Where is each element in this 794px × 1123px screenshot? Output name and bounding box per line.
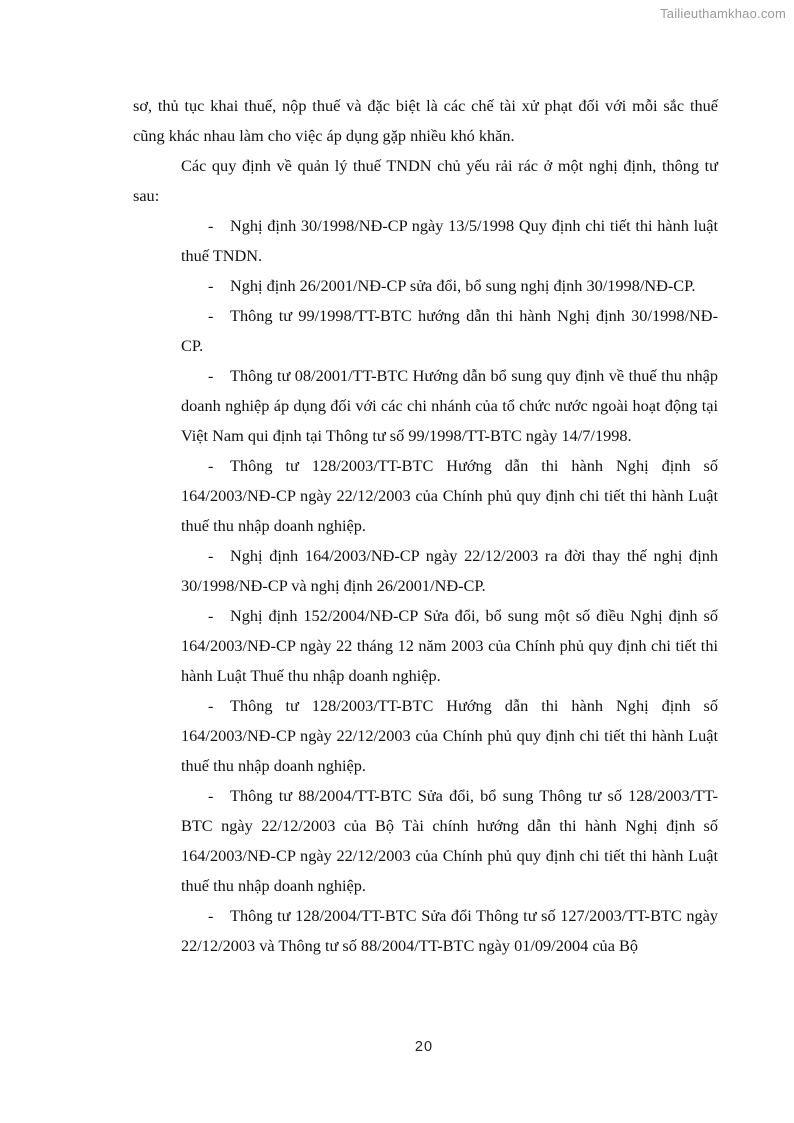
list-item bbox=[181, 361, 718, 451]
bullet-dash: - bbox=[208, 786, 214, 805]
list-item-text: Nghị định 26/2001/NĐ-CP sửa đổi, bổ sung nghị định 30/1998/NĐ-CP. bbox=[230, 276, 696, 295]
lead-paragraph: Các quy định về quản lý thuế TNDN chủ yếu rải rác ở một nghị định, thông tư sau: bbox=[133, 156, 718, 205]
bullet-dash: - bbox=[208, 546, 214, 565]
document-body bbox=[133, 91, 718, 961]
bullet-dash: - bbox=[208, 216, 214, 235]
list-item bbox=[181, 601, 718, 691]
bullet-dash: - bbox=[208, 306, 214, 325]
list-item-text: Thông tư 99/1998/TT-BTC hướng dẫn thi hành Nghị định 30/1998/NĐ-CP. bbox=[181, 306, 718, 355]
list-item bbox=[181, 271, 718, 301]
page-number: 20 bbox=[414, 1039, 434, 1055]
list-item bbox=[181, 451, 718, 541]
watermark-text: Tailieuthamkhao.com bbox=[660, 6, 786, 21]
list-item-text: Thông tư 128/2004/TT-BTC Sửa đổi Thông tư số 127/2003/TT-BTC ngày 22/12/2003 và Thông tư số 88/2004/TT-BTC ngày 01/09/2004 của Bộ bbox=[181, 906, 718, 955]
list-item bbox=[181, 781, 718, 901]
list-item-text: Nghị định 164/2003/NĐ-CP ngày 22/12/2003 ra đời thay thế nghị định 30/1998/NĐ-CP và nghị định 26/2001/NĐ-CP. bbox=[181, 546, 718, 595]
list-item-text: Nghị định 152/2004/NĐ-CP Sửa đổi, bổ sung một số điều Nghị định số 164/2003/NĐ-CP ngày 22 tháng 12 năm 2003 của Chính phủ quy định chi tiết thi hành Luật Thuế thu nhập doanh nghiệp. bbox=[181, 606, 718, 685]
bullet-dash: - bbox=[208, 906, 214, 925]
list-item-text: Nghị định 30/1998/NĐ-CP ngày 13/5/1998 Quy định chi tiết thi hành luật thuế TNDN. bbox=[181, 216, 718, 265]
list-item bbox=[181, 211, 718, 271]
list-item-text: Thông tư 88/2004/TT-BTC Sửa đổi, bổ sung Thông tư số 128/2003/TT-BTC ngày 22/12/2003 của Bộ Tài chính hướng dẫn thi hành Nghị định số 164/2003/NĐ-CP ngày 22/12/2003 của Chính phủ quy định chi tiết thi hành Luật thuế thu nhập doanh nghiệp. bbox=[181, 786, 718, 895]
list-item-text: Thông tư 08/2001/TT-BTC Hướng dẫn bổ sung quy định về thuế thu nhập doanh nghiệp áp dụng đối với các chi nhánh của tổ chức nước ngoài hoạt động tại Việt Nam qui định tại Thông tư số 99/1998/TT-BTC ngày 14/7/1998. bbox=[181, 366, 718, 445]
bullet-dash: - bbox=[208, 456, 214, 475]
list-item bbox=[181, 691, 718, 781]
bullet-dash: - bbox=[208, 276, 214, 295]
list-item bbox=[181, 301, 718, 361]
bullet-dash: - bbox=[208, 366, 214, 385]
list-item bbox=[181, 541, 718, 601]
list-item-text: Thông tư 128/2003/TT-BTC Hướng dẫn thi hành Nghị định số 164/2003/NĐ-CP ngày 22/12/2003 của Chính phủ quy định chi tiết thi hành Luật thuế thu nhập doanh nghiệp. bbox=[181, 456, 718, 535]
bullet-dash: - bbox=[208, 696, 214, 715]
list-item-text: Thông tư 128/2003/TT-BTC Hướng dẫn thi hành Nghị định số 164/2003/NĐ-CP ngày 22/12/2003 của Chính phủ quy định chi tiết thi hành Luật thuế thu nhập doanh nghiệp. bbox=[181, 696, 718, 775]
intro-paragraph: sơ, thủ tục khai thuế, nộp thuế và đặc biệt là các chế tài xử phạt đối với mỗi sắc thuế cũng khác nhau làm cho việc áp dụng gặp nhiều khó khăn. bbox=[133, 96, 718, 145]
list-item bbox=[181, 901, 718, 961]
bullet-dash: - bbox=[208, 606, 214, 625]
